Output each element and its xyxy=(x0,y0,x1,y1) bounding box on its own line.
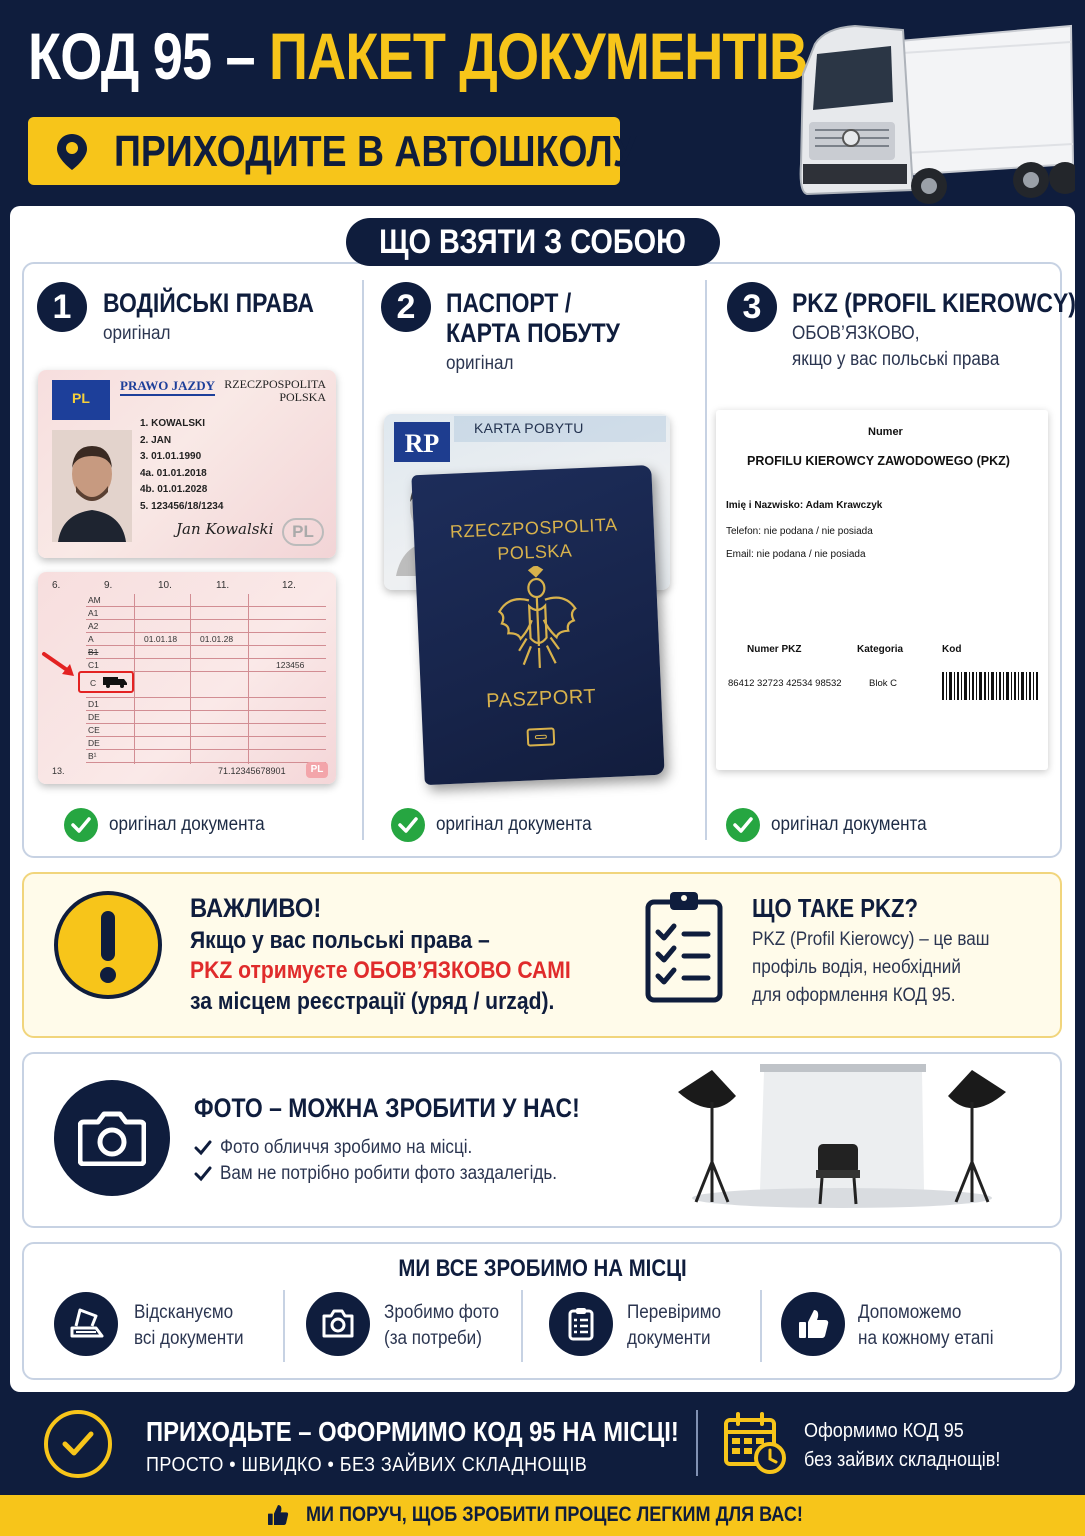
step-number-1: 1 xyxy=(37,282,87,332)
onsite-title-text: МИ ВСЕ ЗРОБИМО НА МІСЦІ xyxy=(398,1255,687,1282)
title-part-white: КОД 95 – xyxy=(28,19,270,93)
pkz-name: Imię i Nazwisko: Adam Krawczyk xyxy=(726,500,883,511)
onsite-item-1 xyxy=(134,1300,244,1352)
important-line-3: за місцем реєстрації (уряд / urząd). xyxy=(190,988,555,1015)
pkz-info-line: PKZ (Profil Kierowcy) – це ваш xyxy=(752,929,990,950)
column-2-subtitle: оригінал xyxy=(446,353,514,374)
photo-title: ФОТО – МОЖНА ЗРОБИТИ У НАС! xyxy=(194,1093,580,1123)
onsite-item-line: документи xyxy=(627,1328,711,1349)
lb-header: 9. xyxy=(104,580,113,591)
category-label: A1 xyxy=(88,608,99,618)
important-line-1: Якщо у вас польські права – xyxy=(190,927,490,954)
section-title: ЩО ВЗЯТИ З СОБОЮ xyxy=(379,223,687,261)
footer-tagline: ПРОСТО • ШВИДКО • БЕЗ ЗАЙВИХ СКЛАДНОЩІВ xyxy=(146,1454,588,1476)
category-label: DE xyxy=(88,712,100,722)
calendar-clock-icon xyxy=(722,1410,788,1476)
check-label: оригінал документа xyxy=(109,814,265,835)
divider xyxy=(760,1290,762,1362)
category-label: B1 xyxy=(88,647,99,657)
footer-cta: ПРИХОДЬТЕ – ОФОРМИМО КОД 95 НА МІСЦІ! xyxy=(146,1416,679,1447)
rp-title: KARTA POBYTU xyxy=(474,420,584,436)
onsite-item-2 xyxy=(384,1300,499,1352)
onsite-item-line: Зробимо фото xyxy=(384,1302,500,1323)
passport-line-2: POLSKA xyxy=(496,540,573,564)
lb-pl-oval: PL xyxy=(306,762,328,778)
location-pin-icon xyxy=(54,132,90,172)
thumbs-up-icon xyxy=(266,1503,290,1527)
camera-icon xyxy=(306,1292,370,1356)
category-label: C1 xyxy=(88,660,99,670)
column-3-subtitle-line-2: якщо у вас польські права xyxy=(792,349,1000,370)
check-label: оригінал документа xyxy=(771,814,927,835)
important-line-2: PKZ отримуєте ОБОВ’ЯЗКОВО САМІ xyxy=(190,957,571,984)
passport xyxy=(411,465,664,785)
checkmark-icon xyxy=(64,808,98,842)
thumbs-up-icon xyxy=(781,1292,845,1356)
scanner-icon xyxy=(54,1292,118,1356)
photo-studio-illustration xyxy=(672,1062,1012,1212)
pkz-email: Email: nie podana / nie posiada xyxy=(726,549,866,560)
pkz-col-label: Kategoria xyxy=(857,644,904,655)
license-line: 2. JAN xyxy=(140,434,172,446)
column-3-subtitle-line-1: ОБОВ’ЯЗКОВО, xyxy=(792,323,920,344)
divider xyxy=(283,1290,285,1362)
lb-footer-number: 71.12345678901 xyxy=(218,766,286,776)
pkz-document xyxy=(716,410,1048,770)
pkz-col-label: Numer PKZ xyxy=(747,644,802,655)
onsite-item-line: всі документи xyxy=(134,1328,244,1349)
photo-item: Фото обличчя зробимо на місці. xyxy=(220,1137,473,1158)
truck-illustration xyxy=(795,14,1075,206)
step-number-3: 3 xyxy=(727,282,777,332)
pkz-info-line: профіль водія, необхідний xyxy=(752,957,961,978)
column-divider xyxy=(705,280,707,840)
category-label: D1 xyxy=(88,699,99,709)
bottom-bar xyxy=(0,1495,1085,1536)
lb-header: 11. xyxy=(216,580,230,591)
checkmark-circle-icon xyxy=(44,1410,112,1478)
country-line-1: RZECZPOSPOLITA xyxy=(224,377,326,391)
photo-item: Вам не потрібно робити фото заздалегідь. xyxy=(220,1163,558,1184)
column-1-title: ВОДІЙСЬКІ ПРАВА xyxy=(103,288,314,318)
eu-flag-icon xyxy=(52,380,110,420)
country-line-2: POLSKA xyxy=(279,390,326,404)
barcode-icon xyxy=(942,672,1038,700)
person-portrait-icon xyxy=(52,430,132,542)
check-label: оригінал документа xyxy=(436,814,592,835)
category-label: C xyxy=(90,678,97,688)
checklist-icon xyxy=(549,1292,613,1356)
license-line: 4a. 01.01.2018 xyxy=(140,467,207,479)
pkz-info-line: для оформлення КОД 95. xyxy=(752,985,956,1006)
category-code: 123456 xyxy=(276,660,305,670)
onsite-item-line: Відскануємо xyxy=(134,1302,234,1323)
signature: Jan Kowalski xyxy=(176,520,274,538)
pkz-info-title: ЩО ТАКЕ PKZ? xyxy=(752,893,918,923)
passport-line-1: RZECZPOSPOLITA xyxy=(449,514,618,542)
red-arrow-icon xyxy=(40,650,80,680)
exclamation-icon xyxy=(54,891,162,999)
pl-oval: PL xyxy=(282,518,324,546)
biometric-chip-icon xyxy=(527,727,556,746)
pkz-col-label: Kod xyxy=(942,644,962,655)
rp-badge: RP xyxy=(394,422,450,462)
pkz-category-value: Blok C xyxy=(869,678,897,689)
category-date-to: 01.01.28 xyxy=(200,634,234,644)
title-part-yellow: ПАКЕТ ДОКУМЕНТІВ xyxy=(269,19,808,93)
lb-corner: 6. xyxy=(52,580,61,591)
category-date-from: 01.01.18 xyxy=(144,634,178,644)
check-icon xyxy=(194,1166,212,1182)
license-country xyxy=(224,378,326,404)
onsite-item-3 xyxy=(627,1300,721,1352)
lb-footer-label: 13. xyxy=(52,766,65,776)
license-photo xyxy=(52,430,132,542)
category-label: B¹ xyxy=(88,751,97,761)
flag-code: PL xyxy=(72,390,90,406)
pkz-title: PROFILU KIEROWCY ZAWODOWEGO (PKZ) xyxy=(747,454,1010,468)
header xyxy=(0,0,1085,205)
important-title: ВАЖЛИВО! xyxy=(190,893,322,923)
step-number-2: 2 xyxy=(381,282,431,332)
license-heading: PRAWO JAZDY xyxy=(120,378,215,396)
license-data-lines xyxy=(140,416,223,515)
highlight-box xyxy=(78,671,134,693)
license-line: 5. 123456/18/1234 xyxy=(140,500,224,512)
onsite-item-4 xyxy=(858,1300,993,1352)
checkmark-icon xyxy=(391,808,425,842)
pkz-number-value: 86412 32723 42534 98532 xyxy=(728,678,842,689)
license-line: 4b. 01.01.2028 xyxy=(140,484,208,495)
banner-text: ПРИХОДИТЕ В АВТОШКОЛУ xyxy=(114,127,637,176)
onsite-item-line: Перевіримо xyxy=(627,1302,722,1323)
lb-header: 12. xyxy=(282,580,296,591)
category-label: A xyxy=(88,634,94,644)
passport-label: PASZPORT xyxy=(485,685,597,713)
pkz-numer: Numer xyxy=(868,426,903,438)
column-3-title: PKZ (PROFIL KIEROWCY) xyxy=(792,288,1076,318)
divider xyxy=(521,1290,523,1362)
eagle-emblem-icon xyxy=(493,564,581,672)
camera-icon xyxy=(54,1080,170,1196)
check-icon xyxy=(194,1140,212,1156)
footer-right-line-2: без зайвих складнощів! xyxy=(804,1449,1001,1471)
section-title-pill xyxy=(346,218,720,266)
column-2-title-line-1: ПАСПОРТ / xyxy=(446,288,572,318)
category-label: A2 xyxy=(88,621,99,631)
onsite-title xyxy=(0,1255,1085,1283)
clipboard-icon xyxy=(644,888,724,1004)
column-divider xyxy=(362,280,364,840)
onsite-item-line: Допоможемо xyxy=(858,1302,962,1323)
onsite-item-line: (за потреби) xyxy=(384,1328,482,1349)
page-title xyxy=(28,18,807,94)
footer-right-line-1: Оформимо КОД 95 xyxy=(804,1420,964,1442)
license-line: 3. 01.01.1990 xyxy=(140,451,202,462)
category-label: CE xyxy=(88,725,100,735)
location-banner xyxy=(28,117,637,185)
footer-divider xyxy=(696,1410,698,1476)
driving-license-front xyxy=(38,370,336,558)
lb-header: 10. xyxy=(158,580,172,591)
bottom-bar-text: МИ ПОРУЧ, ЩОБ ЗРОБИТИ ПРОЦЕС ЛЕГКИМ ДЛЯ ВАС! xyxy=(306,1503,803,1526)
column-2-title-line-2: КАРТА ПОБУТУ xyxy=(446,318,620,348)
pkz-phone: Telefon: nie podana / nie posiada xyxy=(726,526,873,537)
category-label: AM xyxy=(88,595,101,605)
license-line: 1. KOWALSKI xyxy=(140,418,206,429)
column-1-subtitle: оригінал xyxy=(103,323,171,344)
category-label: DE xyxy=(88,738,100,748)
onsite-item-line: на кожному етапі xyxy=(858,1328,994,1349)
checkmark-icon xyxy=(726,808,760,842)
